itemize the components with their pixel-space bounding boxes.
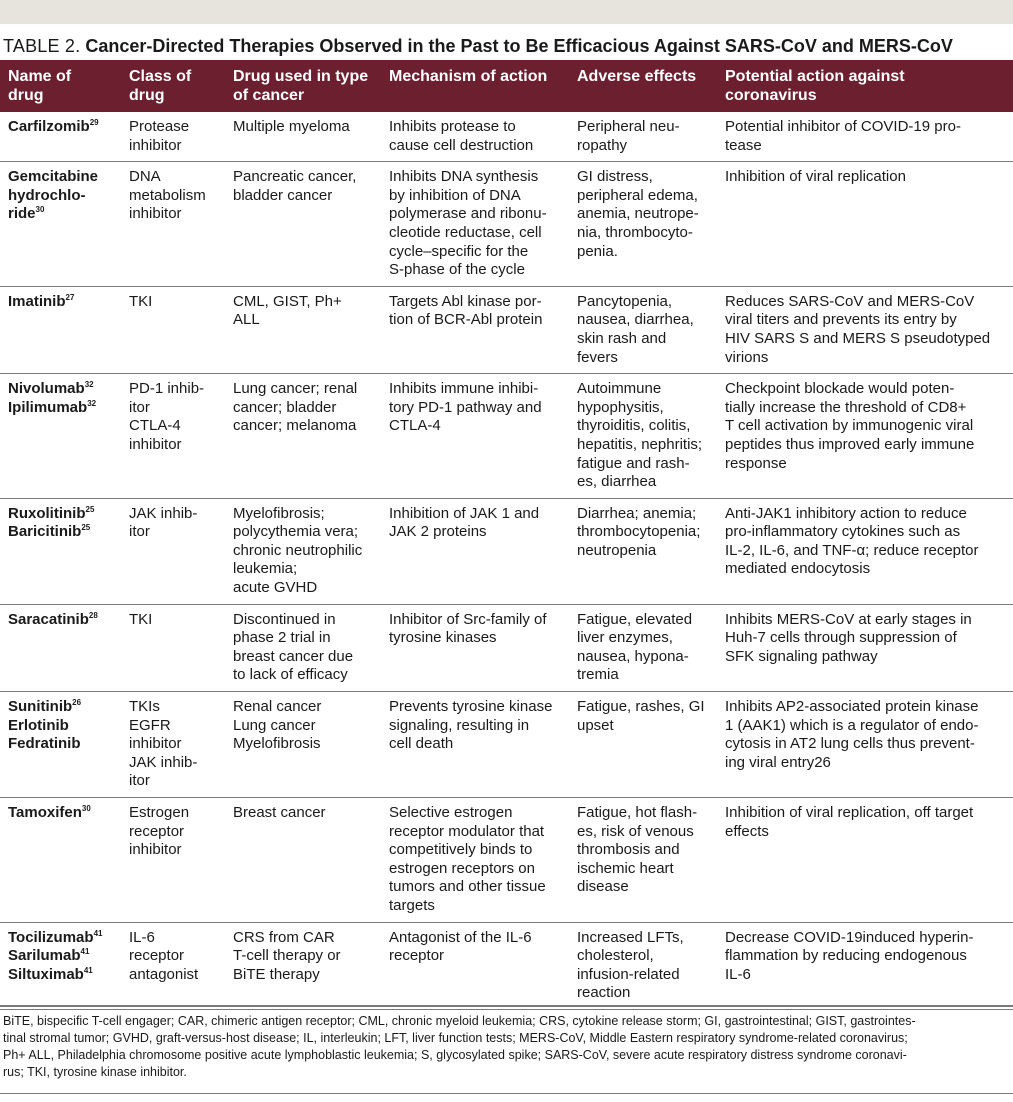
cell-line: inhibitor [129, 205, 182, 223]
cell-line: antagonist [129, 965, 199, 983]
drug-name-cell [0, 286, 121, 373]
cell-line: CRS from CAR [233, 928, 335, 946]
table-row [0, 374, 1013, 499]
cell-line: thrombosis and [577, 841, 680, 859]
cell-line: fatigue and rash- [577, 454, 690, 472]
cell-line: itor [129, 398, 150, 416]
drug-name-cell [0, 692, 121, 798]
header-line: drug [129, 87, 165, 104]
cell-line: response [725, 454, 787, 472]
header-line: Name of [8, 68, 72, 85]
drug-name-text: Sarilumab [8, 947, 81, 965]
mechanism-cell [381, 162, 569, 287]
cell-line: skin rash and [577, 329, 667, 347]
cancer-type-cell [225, 798, 381, 923]
cell-line: flammation by reducing endogenous [725, 947, 967, 965]
cancer-type-cell [225, 112, 381, 162]
cell-line: cell death [389, 735, 454, 753]
cancer-type-cell [225, 604, 381, 691]
mechanism-cell [381, 604, 569, 691]
drug-name [8, 735, 116, 754]
drug-name-text: ride [8, 205, 36, 223]
cell-line: 1 (AAK1) which is a regulator of endo- [725, 716, 979, 734]
cell-line: fevers [577, 348, 618, 366]
table-row [0, 922, 1013, 1009]
drug-name-text: Gemcitabine [8, 168, 99, 186]
mechanism-cell [381, 498, 569, 604]
reference-number: 30 [35, 205, 45, 215]
cell-line: signaling, resulting in [389, 716, 530, 734]
cell-line: Pancreatic cancer, [233, 168, 357, 186]
cell-line: JAK inhib- [129, 753, 198, 771]
cell-line: Antagonist of the IL-6 [389, 928, 532, 946]
drug-name-text: Fedratinib [8, 735, 81, 753]
cell-line: penia. [577, 242, 618, 260]
drug-class-cell [121, 374, 225, 499]
cell-line: ischemic heart [577, 859, 674, 877]
potential-action-cell [717, 286, 1013, 373]
table-row [0, 798, 1013, 923]
cell-line: IL-6 [129, 928, 155, 946]
cell-line: cholesterol, [577, 947, 654, 965]
cell-line: Pancytopenia, [577, 292, 673, 310]
adverse-effects-cell [569, 374, 717, 499]
cell-line: Decrease COVID-19induced hyperin- [725, 928, 974, 946]
table-row [0, 604, 1013, 691]
drug-name [8, 380, 116, 399]
drug-name-text: Imatinib [8, 292, 66, 310]
cell-line: Inhibits AP2-associated protein kinase [725, 698, 979, 716]
reference-number: 28 [88, 610, 98, 620]
cell-line: itor [129, 523, 150, 541]
mechanism-cell [381, 286, 569, 373]
header-line: of cancer [233, 87, 305, 104]
footnote-line: tinal stromal tumor; GVHD, graft-versus-host disease; IL, interleukin; LFT, liver function tests; MERS-CoV, Middle Eastern respiratory syndrome-related coronavirus; [3, 1031, 908, 1045]
cell-line: nausea, diarrhea, [577, 311, 694, 329]
reference-number: 26 [72, 698, 82, 708]
cell-line: metabolism [129, 186, 206, 204]
header-adverse-effects [569, 60, 717, 112]
cell-line: nia, thrombocyto- [577, 223, 693, 241]
drug-name-cell [0, 112, 121, 162]
cell-line: Selective estrogen [389, 804, 513, 821]
table-title [3, 34, 1011, 58]
cell-line: to lack of efficacy [233, 666, 348, 684]
cell-line: competitively binds to [389, 841, 533, 859]
cell-line: targets [389, 896, 435, 914]
drug-name-cell [0, 498, 121, 604]
cell-line: JAK inhib- [129, 504, 198, 522]
drug-name [8, 523, 116, 542]
cell-line: disease [577, 878, 629, 896]
drug-class-cell [121, 498, 225, 604]
cell-line: Increased LFTs, [577, 928, 684, 946]
cell-line: tyrosine kinases [389, 629, 497, 647]
potential-action-cell [717, 374, 1013, 499]
drug-name-text: Tocilizumab [8, 928, 94, 946]
cell-line: peripheral edema, [577, 186, 698, 204]
cell-line: TKI [129, 292, 153, 310]
cell-line: Protease [129, 118, 190, 135]
cell-line: thyroiditis, colitis, [577, 417, 691, 435]
cell-line: breast cancer due [233, 647, 354, 665]
adverse-effects-cell [569, 286, 717, 373]
potential-action-cell [717, 112, 1013, 162]
reference-number: 25 [85, 504, 95, 514]
cell-line: hypophysitis, [577, 398, 664, 416]
adverse-effects-cell [569, 112, 717, 162]
drug-name-text: Ipilimumab [8, 398, 88, 416]
cancer-type-cell [225, 498, 381, 604]
cell-line: inhibitor [129, 136, 182, 154]
potential-action-cell [717, 922, 1013, 1009]
drug-class-cell [121, 162, 225, 287]
table-header [0, 60, 1013, 112]
cancer-type-cell [225, 162, 381, 287]
header-line: Drug used in type [233, 68, 369, 85]
cell-line: Discontinued in [233, 610, 336, 628]
cell-line: liver enzymes, [577, 629, 673, 647]
reference-number: 41 [93, 928, 103, 938]
cell-line: Estrogen [129, 804, 190, 821]
cell-line: Inhibits immune inhibi- [389, 380, 539, 398]
cell-line: virions [725, 348, 769, 366]
cell-line: Myelofibrosis [233, 735, 321, 753]
cell-line: PD-1 inhib- [129, 380, 205, 398]
cell-line: S-phase of the cycle [389, 261, 525, 279]
table-label: TABLE 2. [3, 36, 81, 56]
cell-line: Inhibition of viral replication, off target [725, 804, 974, 821]
adverse-effects-cell [569, 162, 717, 287]
cell-line: tumors and other tissue [389, 878, 546, 896]
cell-line: es, diarrhea [577, 473, 657, 491]
cell-line: Renal cancer [233, 698, 322, 716]
drug-name [8, 168, 116, 187]
drug-name-text: Ruxolitinib [8, 504, 86, 522]
reference-number: 27 [65, 292, 75, 302]
header-line: Mechanism of action [389, 68, 548, 85]
table-row [0, 112, 1013, 162]
cell-line: CTLA-4 [389, 417, 441, 435]
cell-line: Prevents tyrosine kinase [389, 698, 553, 716]
bottom-divider [0, 1093, 1013, 1094]
cell-line: Checkpoint blockade would poten- [725, 380, 955, 398]
cell-line: cytosis in AT2 lung cells thus prevent- [725, 735, 975, 753]
drug-name-cell [0, 922, 121, 1009]
cell-line: anemia, neutrope- [577, 205, 699, 223]
cell-line: Inhibits DNA synthesis [389, 168, 539, 186]
cell-line: Breast cancer [233, 804, 326, 821]
table-row [0, 286, 1013, 373]
header-line: Potential action against [725, 68, 905, 85]
table-row [0, 692, 1013, 798]
cell-line: hepatitis, nephritis; [577, 435, 703, 453]
drug-name [8, 698, 116, 717]
cell-line: phase 2 trial in [233, 629, 331, 647]
cell-line: Myelofibrosis; [233, 504, 325, 522]
cell-line: Lung cancer [233, 716, 316, 734]
reference-number: 25 [81, 523, 91, 533]
cell-line: T-cell therapy or [233, 947, 341, 965]
cell-line: T cell activation by immunogenic viral [725, 417, 974, 435]
cell-line: cause cell destruction [389, 136, 534, 154]
drug-name-text: Saracatinib [8, 610, 89, 628]
cell-line: acute GVHD [233, 579, 318, 597]
cell-line: TKIs [129, 698, 160, 716]
cell-line: tease [725, 136, 762, 154]
cell-line: inhibitor [129, 435, 182, 453]
cell-line: chronic neutrophilic [233, 541, 363, 559]
cell-line: ALL [233, 311, 260, 329]
footnote-divider [0, 1005, 1013, 1007]
mechanism-cell [381, 798, 569, 923]
cell-line: GI distress, [577, 168, 653, 186]
drug-name [8, 611, 116, 630]
cell-line: reaction [577, 984, 631, 1002]
table-row [0, 498, 1013, 604]
therapies-table [0, 60, 1013, 1010]
drug-name-text: Baricitinib [8, 523, 82, 541]
drug-class-cell [121, 692, 225, 798]
drug-name-cell [0, 604, 121, 691]
cell-line: IL-6 [725, 965, 751, 983]
cell-line: thrombocytopenia; [577, 523, 701, 541]
header-line: Class of [129, 68, 192, 85]
reference-number: 32 [84, 380, 94, 390]
table-row [0, 162, 1013, 287]
drug-name [8, 399, 116, 418]
drug-name [8, 966, 116, 985]
cell-line: peptides thus improved early immune [725, 435, 975, 453]
mechanism-cell [381, 922, 569, 1009]
drug-name-cell [0, 162, 121, 287]
header-potential-action [717, 60, 1013, 112]
drug-name [8, 804, 116, 823]
cell-line: Fatigue, hot flash- [577, 804, 698, 821]
cell-line: HIV SARS S and MERS S pseudotyped [725, 329, 991, 347]
cell-line: BiTE therapy [233, 965, 320, 983]
cancer-type-cell [225, 692, 381, 798]
cell-line: cancer; melanoma [233, 417, 357, 435]
cell-line: cycle–specific for the [389, 242, 529, 260]
cell-line: TKI [129, 610, 153, 628]
cell-line: receptor [129, 947, 185, 965]
cell-line: JAK 2 proteins [389, 523, 487, 541]
cell-line: nausea, hypona- [577, 647, 689, 665]
header-row [0, 60, 1013, 112]
adverse-effects-cell [569, 692, 717, 798]
cell-line: DNA [129, 168, 161, 186]
reference-number: 29 [89, 118, 99, 127]
potential-action-cell [717, 798, 1013, 923]
cell-line: Fatigue, elevated [577, 610, 693, 628]
cell-line: itor [129, 772, 150, 790]
cell-line: CML, GIST, Ph+ [233, 292, 342, 310]
drug-name [8, 717, 116, 736]
cell-line: Autoimmune [577, 380, 662, 398]
table-body [0, 112, 1013, 1009]
potential-action-cell [717, 692, 1013, 798]
header-cancer-type [225, 60, 381, 112]
footnote-line: rus; TKI, tyrosine kinase inhibitor. [3, 1065, 187, 1079]
reference-number: 41 [83, 965, 93, 975]
cell-line: infusion-related [577, 965, 680, 983]
drug-name-text: hydrochlo- [8, 186, 86, 204]
cell-line: Inhibits MERS-CoV at early stages in [725, 610, 972, 628]
mechanism-cell [381, 374, 569, 499]
potential-action-cell [717, 604, 1013, 691]
drug-name-cell [0, 798, 121, 923]
drug-name [8, 505, 116, 524]
cancer-type-cell [225, 374, 381, 499]
drug-class-cell [121, 286, 225, 373]
cell-line: bladder cancer [233, 186, 333, 204]
cell-line: effects [725, 822, 769, 840]
drug-name-text: Tamoxifen [8, 804, 82, 821]
cell-line: es, risk of venous [577, 822, 694, 840]
drug-class-cell [121, 112, 225, 162]
cell-line: CTLA-4 [129, 417, 181, 435]
cell-line: tially increase the threshold of CD8+ [725, 398, 967, 416]
cell-line: receptor [389, 947, 445, 965]
header-mechanism [381, 60, 569, 112]
cell-line: Lung cancer; renal [233, 380, 358, 398]
cell-line: ing viral entry26 [725, 753, 831, 771]
reference-number: 30 [81, 804, 91, 813]
cell-line: by inhibition of DNA [389, 186, 521, 204]
drug-name-text: Nivolumab [8, 380, 85, 398]
cell-line: Inhibition of JAK 1 and [389, 504, 540, 522]
cancer-type-cell [225, 286, 381, 373]
cell-line: Fatigue, rashes, GI [577, 698, 705, 716]
cell-line: polycythemia vera; [233, 523, 359, 541]
cell-line: cancer; bladder [233, 398, 337, 416]
drug-name [8, 118, 116, 137]
cell-line: upset [577, 716, 614, 734]
drug-name [8, 293, 116, 312]
cell-line: tory PD-1 pathway and [389, 398, 542, 416]
cell-line: viral titers and prevents its entry by [725, 311, 957, 329]
cell-line: Inhibition of viral replication [725, 168, 906, 186]
cell-line: polymerase and ribonu- [389, 205, 547, 223]
cell-line: Peripheral neu- [577, 118, 680, 135]
cell-line: EGFR [129, 716, 171, 734]
reference-number: 32 [87, 398, 97, 408]
cell-line: inhibitor [129, 735, 182, 753]
cancer-type-cell [225, 922, 381, 1009]
cell-line: Inhibitor of Src-family of [389, 610, 547, 628]
cell-line: mediated endocytosis [725, 560, 871, 578]
header-line: Adverse effects [577, 68, 697, 85]
drug-class-cell [121, 922, 225, 1009]
top-bar [0, 0, 1013, 24]
cell-line: IL-2, IL-6, and TNF-α; reduce receptor [725, 541, 979, 559]
footnote-line: BiTE, bispecific T-cell engager; CAR, chimeric antigen receptor; CML, chronic myeloid leukemia; CRS, cytokine release storm; GI, gastrointestinal; GIST, gastrointes- [3, 1014, 916, 1028]
header-name-of-drug [0, 60, 121, 112]
cell-line: Potential inhibitor of COVID-19 pro- [725, 118, 961, 135]
cell-line: Huh-7 cells through suppression of [725, 629, 957, 647]
mechanism-cell [381, 692, 569, 798]
drug-name-cell [0, 374, 121, 499]
cell-line: cleotide reductase, cell [389, 223, 542, 241]
adverse-effects-cell [569, 798, 717, 923]
cell-line: tremia [577, 666, 619, 684]
drug-name-text: Sunitinib [8, 698, 73, 716]
drug-name [8, 947, 116, 966]
adverse-effects-cell [569, 604, 717, 691]
cell-line: Diarrhea; anemia; [577, 504, 697, 522]
cell-line: SFK signaling pathway [725, 647, 878, 665]
cell-line: receptor [129, 822, 185, 840]
drug-name-text: Siltuximab [8, 965, 84, 983]
reference-number: 41 [80, 947, 90, 957]
cell-line: Targets Abl kinase por- [389, 292, 542, 310]
potential-action-cell [717, 498, 1013, 604]
cell-line: tion of BCR-Abl protein [389, 311, 543, 329]
adverse-effects-cell [569, 922, 717, 1009]
header-line: drug [8, 87, 44, 104]
cell-line: inhibitor [129, 841, 182, 859]
drug-class-cell [121, 604, 225, 691]
cell-line: ropathy [577, 136, 628, 154]
drug-class-cell [121, 798, 225, 923]
drug-name [8, 205, 116, 224]
drug-name [8, 929, 116, 948]
adverse-effects-cell [569, 498, 717, 604]
cell-line: receptor modulator that [389, 822, 545, 840]
footnote-line: Ph+ ALL, Philadelphia chromosome positive acute lymphoblastic leukemia; S, glycosylated spike; SARS-CoV, severe acute respiratory distress syndrome coronavi- [3, 1048, 907, 1062]
cell-line: pro-inflammatory cytokines such as [725, 523, 961, 541]
table-footnote [3, 1013, 1011, 1081]
mechanism-cell [381, 112, 569, 162]
header-class-of-drug [121, 60, 225, 112]
cell-line: Inhibits protease to [389, 118, 516, 135]
drug-name-text: Carfilzomib [8, 118, 90, 135]
drug-name [8, 187, 116, 206]
cell-line: Reduces SARS-CoV and MERS-CoV [725, 292, 975, 310]
header-line: coronavirus [725, 87, 817, 104]
cell-line: Anti-JAK1 inhibitory action to reduce [725, 504, 967, 522]
cell-line: Multiple myeloma [233, 118, 350, 135]
drug-name-text: Erlotinib [8, 716, 69, 734]
table-caption: Cancer-Directed Therapies Observed in the Past to Be Efficacious Against SARS-CoV and MERS-CoV [85, 36, 953, 56]
potential-action-cell [717, 162, 1013, 287]
cell-line: neutropenia [577, 541, 657, 559]
cell-line: estrogen receptors on [389, 859, 535, 877]
cell-line: leukemia; [233, 560, 298, 578]
